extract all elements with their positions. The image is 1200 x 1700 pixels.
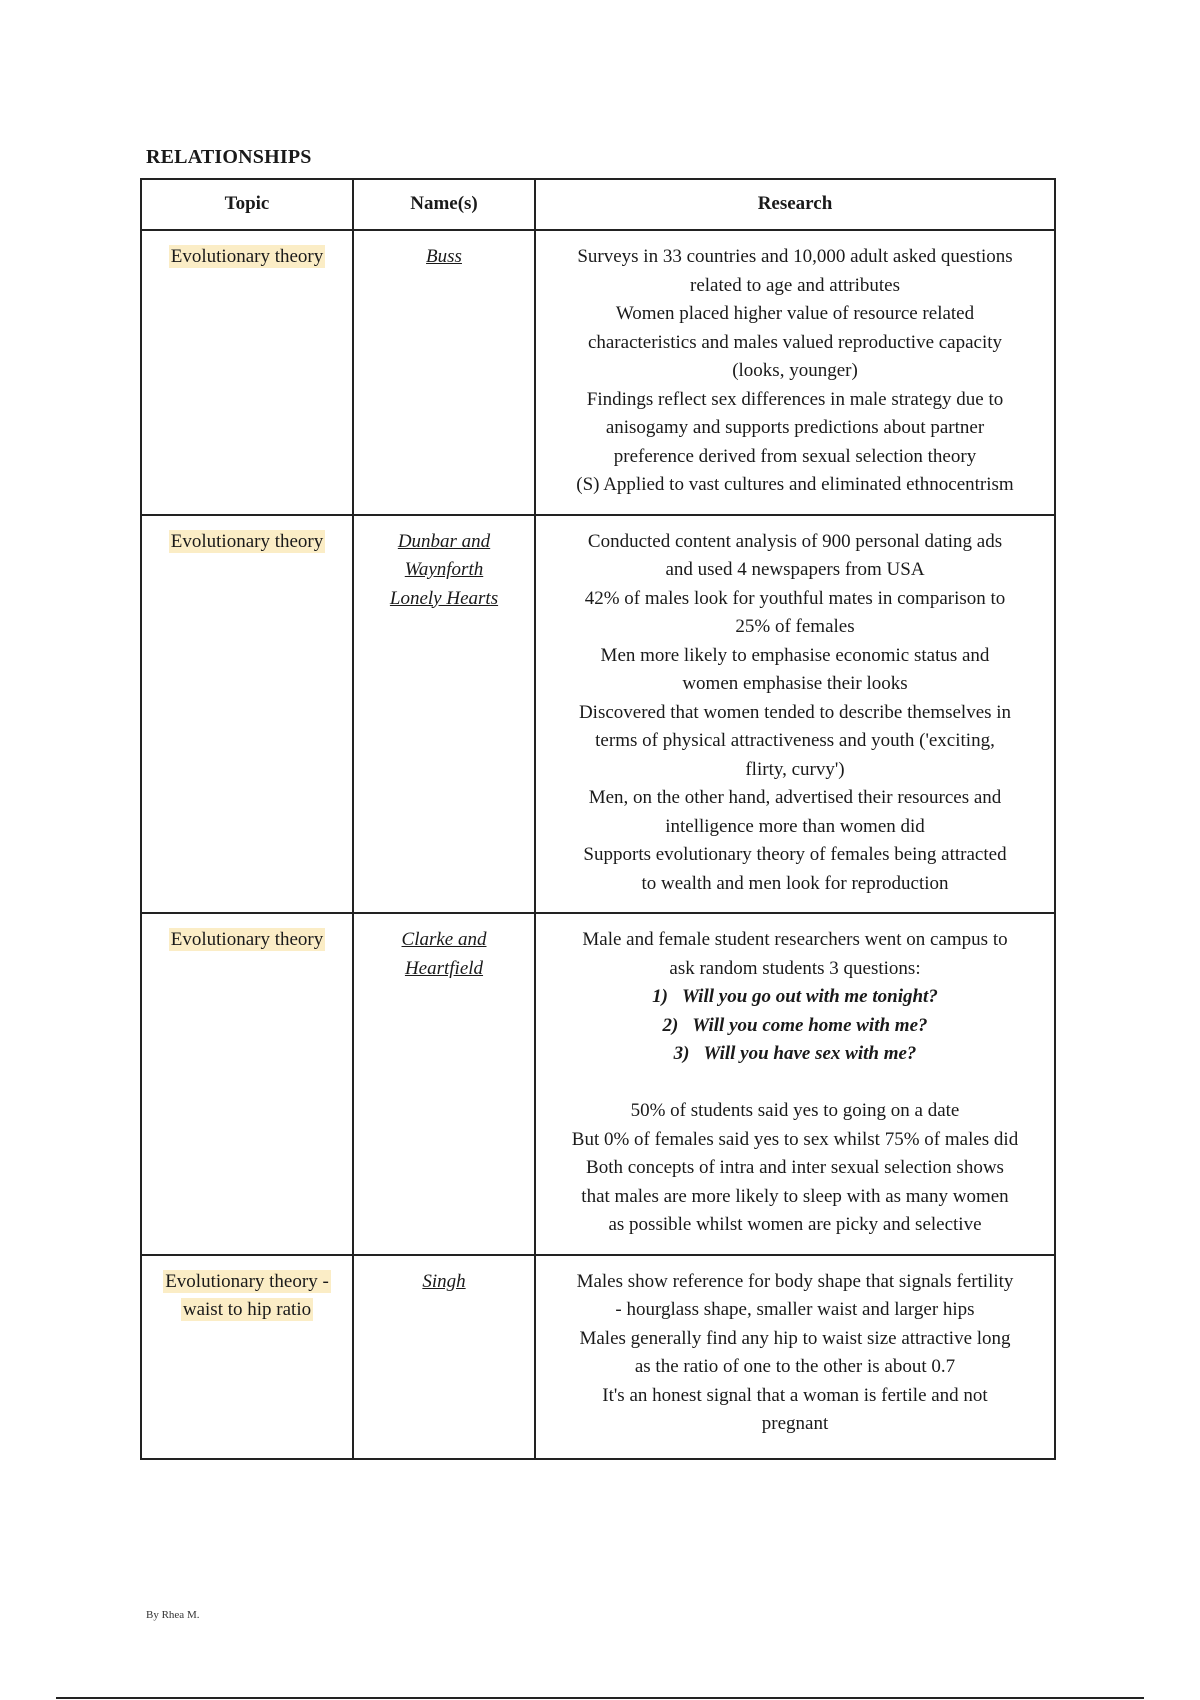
research-line: flirty, curvy') — [745, 758, 845, 780]
question-number: 1) — [652, 986, 668, 1007]
blank-line — [544, 1069, 1046, 1098]
header-names: Name(s) — [353, 179, 535, 230]
research-line: 42% of males look for youthful mates in comparison to — [584, 587, 1006, 609]
header-topic: Topic — [141, 179, 353, 230]
names-cell — [353, 230, 535, 515]
topic-cell — [141, 230, 353, 515]
research-line: women emphasise their looks — [682, 673, 908, 694]
research-line: ask random students 3 questions: — [669, 957, 921, 979]
study-name: Lonely Hearts — [389, 587, 499, 609]
research-cell — [535, 515, 1055, 914]
research-line: Both concepts of intra and inter sexual selection shows — [586, 1157, 1004, 1178]
question-text: Will you come home with me? — [692, 1014, 928, 1036]
page-divider — [56, 1697, 1144, 1699]
question-text: Will you go out with me tonight? — [681, 986, 938, 1007]
research-line: 25% of females — [735, 616, 855, 637]
researcher-name: Singh — [422, 1270, 466, 1292]
research-line: 50% of students said yes to going on a date — [630, 1100, 960, 1121]
research-cell — [535, 913, 1055, 1255]
research-line: Surveys in 33 countries and 10,000 adult asked questions — [577, 246, 1013, 267]
topic-highlight: Evolutionary theory — [170, 530, 324, 552]
researcher-name: Waynforth — [404, 559, 484, 580]
research-line: Men, on the other hand, advertised their resources and — [588, 787, 1002, 808]
topic-highlight: Evolutionary theory — [170, 246, 324, 267]
researcher-name: Clarke and — [401, 929, 487, 950]
topic-cell — [141, 913, 353, 1255]
topic-highlight: Evolutionary theory — [170, 929, 324, 950]
research-line: preference derived from sexual selection theory — [613, 445, 977, 467]
research-line: Males generally find any hip to waist size attractive long — [579, 1327, 1011, 1349]
header-research: Research — [535, 179, 1055, 230]
researcher-name: Heartfield — [404, 957, 484, 979]
topic-cell — [141, 1255, 353, 1459]
research-line: It's an honest signal that a woman is fertile and not — [602, 1384, 988, 1406]
research-line: Discovered that women tended to describe themselves in — [578, 701, 1012, 723]
research-line: - hourglass shape, smaller waist and larger hips — [615, 1299, 975, 1320]
research-line: Women placed higher value of resource related — [615, 303, 975, 324]
question-item — [544, 1012, 1046, 1041]
topic-highlight: Evolutionary theory - — [165, 1270, 329, 1292]
research-line: (looks, younger) — [732, 360, 858, 381]
question-list — [544, 983, 1046, 1069]
research-line: as possible whilst women are picky and selective — [608, 1214, 982, 1235]
research-line: anisogamy and supports predictions about partner — [605, 417, 985, 438]
research-line: and used 4 newspapers from USA — [665, 559, 925, 580]
research-cell — [535, 1255, 1055, 1459]
table-row — [141, 515, 1055, 914]
names-cell — [353, 1255, 535, 1459]
table-row — [141, 230, 1055, 515]
research-line: as the ratio of one to the other is about 0.7 — [634, 1356, 956, 1377]
research-cell — [535, 230, 1055, 515]
question-number: 3) — [673, 1043, 690, 1064]
research-line: (S) Applied to vast cultures and eliminated ethnocentrism — [576, 474, 1014, 495]
research-line: that males are more likely to sleep with as many women — [581, 1185, 1009, 1207]
research-line: to wealth and men look for reproduction — [641, 872, 949, 894]
table-header-row — [141, 179, 1055, 230]
research-line: Males show reference for body shape that signals fertility — [576, 1270, 1014, 1292]
research-line: terms of physical attractiveness and youth ('exciting, — [595, 730, 995, 751]
question-text: Will you have sex with me? — [703, 1043, 917, 1064]
question-item — [544, 983, 1046, 1012]
names-cell — [353, 515, 535, 914]
research-line: related to age and attributes — [690, 274, 900, 296]
research-line: pregnant — [761, 1413, 829, 1434]
research-line: Supports evolutionary theory of females being attracted — [583, 844, 1007, 865]
researcher-name: Dunbar and — [397, 530, 491, 552]
research-table — [140, 178, 1056, 1460]
author-footer: By Rhea M. — [146, 1609, 200, 1621]
table-row — [141, 913, 1055, 1255]
page-title: RELATIONSHIPS — [146, 146, 312, 168]
question-number: 2) — [662, 1014, 679, 1036]
research-line: Men more likely to emphasise economic status and — [600, 644, 990, 666]
researcher-name: Buss — [426, 246, 462, 267]
question-item — [544, 1040, 1046, 1069]
research-line: But 0% of females said yes to sex whilst 75% of males did — [571, 1128, 1019, 1150]
research-line: Findings reflect sex differences in male strategy due to — [586, 388, 1004, 410]
table-row — [141, 1255, 1055, 1459]
topic-cell — [141, 515, 353, 914]
names-cell — [353, 913, 535, 1255]
research-line: Male and female student researchers went on campus to — [582, 929, 1008, 950]
research-line: intelligence more than women did — [665, 815, 925, 837]
topic-highlight: waist to hip ratio — [182, 1299, 312, 1320]
research-line: Conducted content analysis of 900 personal dating ads — [587, 530, 1003, 552]
research-line: characteristics and males valued reproductive capacity — [587, 331, 1003, 353]
